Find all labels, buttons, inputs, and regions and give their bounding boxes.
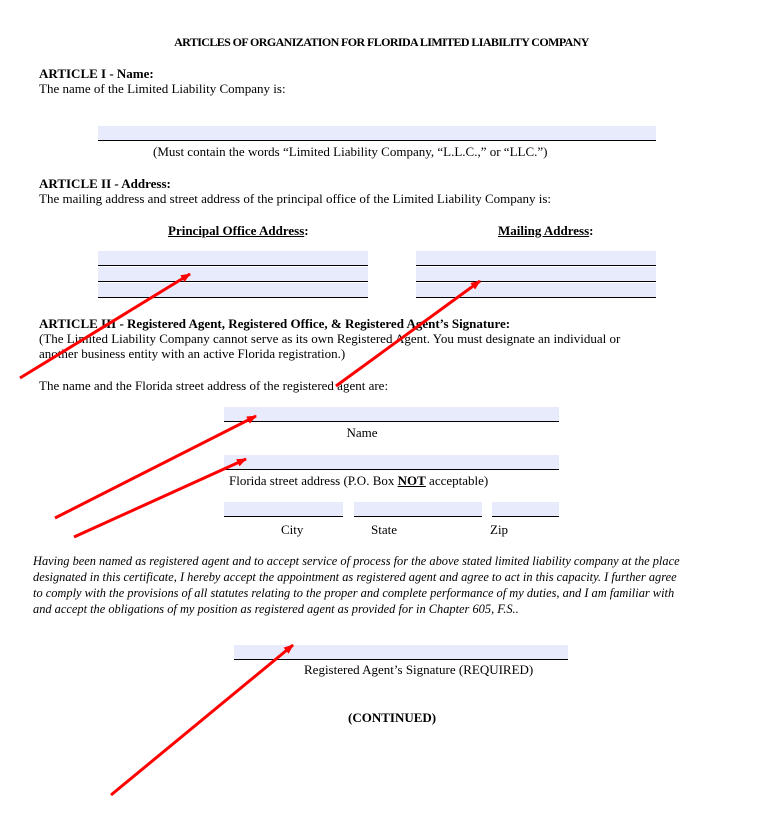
arrow-to-signature: [111, 645, 293, 795]
article1-note: (Must contain the words “Limited Liability Company, “L.L.C.,” or “LLC.”): [153, 144, 548, 159]
continued-label: (CONTINUED): [348, 710, 437, 725]
agent-signature-label: Registered Agent’s Signature (REQUIRED): [304, 662, 534, 677]
mailing-address-line1-input[interactable]: [416, 251, 656, 266]
agent-prompt: The name and the Florida street address of the registered agent are:: [39, 378, 389, 393]
agent-street-address-label: Florida street address (P.O. Box NOT acceptable): [229, 473, 489, 488]
mailing-address-heading: Mailing Address:: [498, 223, 594, 238]
article2-heading: ARTICLE II - Address:: [39, 176, 171, 191]
city-label: City: [281, 522, 304, 537]
agent-street-address-input[interactable]: [224, 455, 559, 470]
article3-note-line1: (The Limited Liability Company cannot serve as its own Registered Agent. You must designate an individual or: [39, 331, 621, 346]
state-label: State: [371, 522, 397, 537]
principal-address-line3-input[interactable]: [98, 283, 368, 298]
article3-note-line2: another business entity with an active Florida registration.): [39, 346, 346, 361]
zip-label: Zip: [490, 522, 509, 537]
principal-address-line2-input[interactable]: [98, 267, 368, 282]
agent-zip-input[interactable]: [492, 502, 559, 517]
article1-heading: ARTICLE I - Name:: [39, 66, 154, 81]
document-title: ARTICLES OF ORGANIZATION FOR FLORIDA LIMITED LIABILITY COMPANY: [174, 35, 589, 49]
principal-address-line1-input[interactable]: [98, 251, 368, 266]
mailing-address-line3-input[interactable]: [416, 283, 656, 298]
agent-name-label: Name: [346, 425, 378, 440]
mailing-address-line2-input[interactable]: [416, 267, 656, 282]
arrow-to-agent-street: [74, 459, 246, 537]
article2-text: The mailing address and street address of the principal office of the Limited Liability Company is:: [39, 191, 552, 206]
llc-name-input[interactable]: [98, 126, 656, 141]
agent-name-input[interactable]: [224, 407, 559, 422]
agent-state-input[interactable]: [354, 502, 482, 517]
agent-signature-input[interactable]: [234, 645, 568, 660]
principal-office-heading: Principal Office Address:: [168, 223, 309, 238]
article3-heading: ARTICLE III - Registered Agent, Registered Office, & Registered Agent’s Signature:: [39, 316, 511, 331]
article1-text: The name of the Limited Liability Company is:: [39, 81, 286, 96]
agent-city-input[interactable]: [224, 502, 343, 517]
acceptance-statement: Having been named as registered agent and to accept service of process for the above stated limited liability company at the place designated in this certificate, I hereby accept the appointment as registered agent and agree to act in this capacity. I further agree to comply with the provisions of all statutes relating to the proper and complete performance of my duties, and I am familiar with and accept the obligations of my position as registered agent as provided for in Chapter 605, F.S..: [33, 554, 680, 616]
